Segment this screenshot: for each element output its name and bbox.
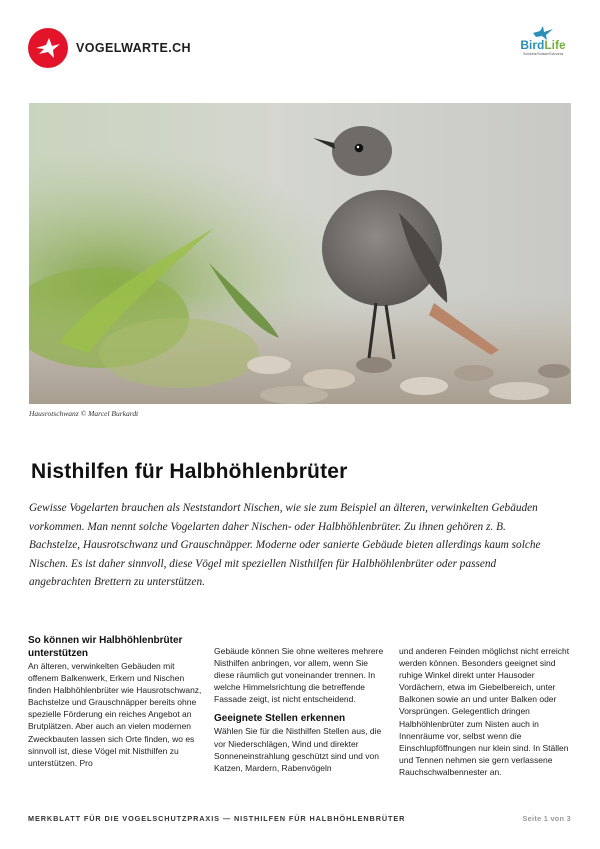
intro-paragraph: Gewisse Vogelarten brauchen als Neststandort Nischen, wie sie zum Beispiel an älteren, verwinkelten Gebäuden vorkommen. Man nennt solche Vogelarten daher Nischen- oder Halbhöhlenbrüter. Zu ihnen gehören z. B. Bachstelze, Hausrotschwanz und Grauschnäpper. Moderne oder sanierte Gebäude bieten allerdings kaum solche Nischen. Es ist daher sinnvoll, diese Vögel mit speziellen Nisthilfen für Halbhöhlenbrüter oder passend angebrachten Brettern zu unterstützen. bbox=[29, 502, 541, 589]
birdlife-logo[interactable] bbox=[514, 26, 572, 57]
birdlife-name: BirdLife bbox=[520, 38, 566, 52]
section-heading-support: So können wir Halbhöhlenbrüter unterstützen bbox=[28, 635, 183, 659]
birdlife-subtitle: Schweiz/Suisse/Svizzera bbox=[523, 52, 563, 56]
section-text: Wählen Sie für die Nisthilfen Stellen aus, die vor Niederschlägen, Wind und direkter Sonneneinstrahlung geschützt sind und von Katzen, Mardern, Rabenvögeln bbox=[214, 726, 382, 773]
vogelwarte-logo[interactable] bbox=[28, 28, 191, 68]
footer-title: MERKBLATT FÜR DIE VOGELSCHUTZPRAXIS — NISTHILFEN FÜR HALBHÖHLENBRÜTER bbox=[28, 814, 406, 823]
bird-icon bbox=[28, 28, 68, 68]
column-3 bbox=[399, 645, 574, 778]
column-1 bbox=[28, 634, 203, 769]
section-text: Gebäude können Sie ohne weiteres mehrere Nisthilfen anbringen, vor allem, wenn Sie diese räumlich gut voneinander trennen. In welche Himmelsrichtung die betreffende Fassade zeigt, ist nicht entscheidend. bbox=[214, 646, 384, 705]
section-text: An älteren, verwinkelten Gebäuden mit offenem Balkenwerk, Erkern und Nischen finden Halbhöhlenbrüter wie Hausrotschwanz, Bachstelze und Grauschnäpper bereits ohne spezielle Förderung ein reiches Angebot an Brutplätzen. Aber auch an vielen modernen Zweckbauten lassen sich Orte finden, wo es sinnvoll ist, diese Vögel mit Nisthilfen zu unterstützen. Pro bbox=[28, 661, 202, 768]
bird-photo bbox=[29, 103, 571, 404]
section-text: und anderen Feinden möglichst nicht erreicht werden können. Besonders geeignet sind ruhige Winkel direkt unter Hausoder Vordächern, etwa im Giebelbereich, unter Balkonen sowie an und unter Balken oder Vorsprüngen. Gelegentlich dringen Halbhöhlenbrüter zum Nisten auch in Innenräume vor, selbst wenn die Einschlupföffnungen nur klein sind. In Ställen und Tennen nehmen sie gern verlassene Rauchschwalbennester an. bbox=[399, 646, 570, 777]
page-title: Nisthilfen für Halbhöhlenbrüter bbox=[31, 460, 348, 483]
page-number: Seite 1 von 3 bbox=[522, 814, 571, 823]
brand-wordmark: VOGELWARTE.CH bbox=[76, 41, 191, 55]
page-header bbox=[28, 26, 572, 76]
photo-caption: Hausrotschwanz © Marcel Burkardt bbox=[29, 409, 139, 418]
column-2 bbox=[214, 645, 389, 774]
section-heading-locations: Geeignete Stellen erkennen bbox=[214, 713, 346, 725]
